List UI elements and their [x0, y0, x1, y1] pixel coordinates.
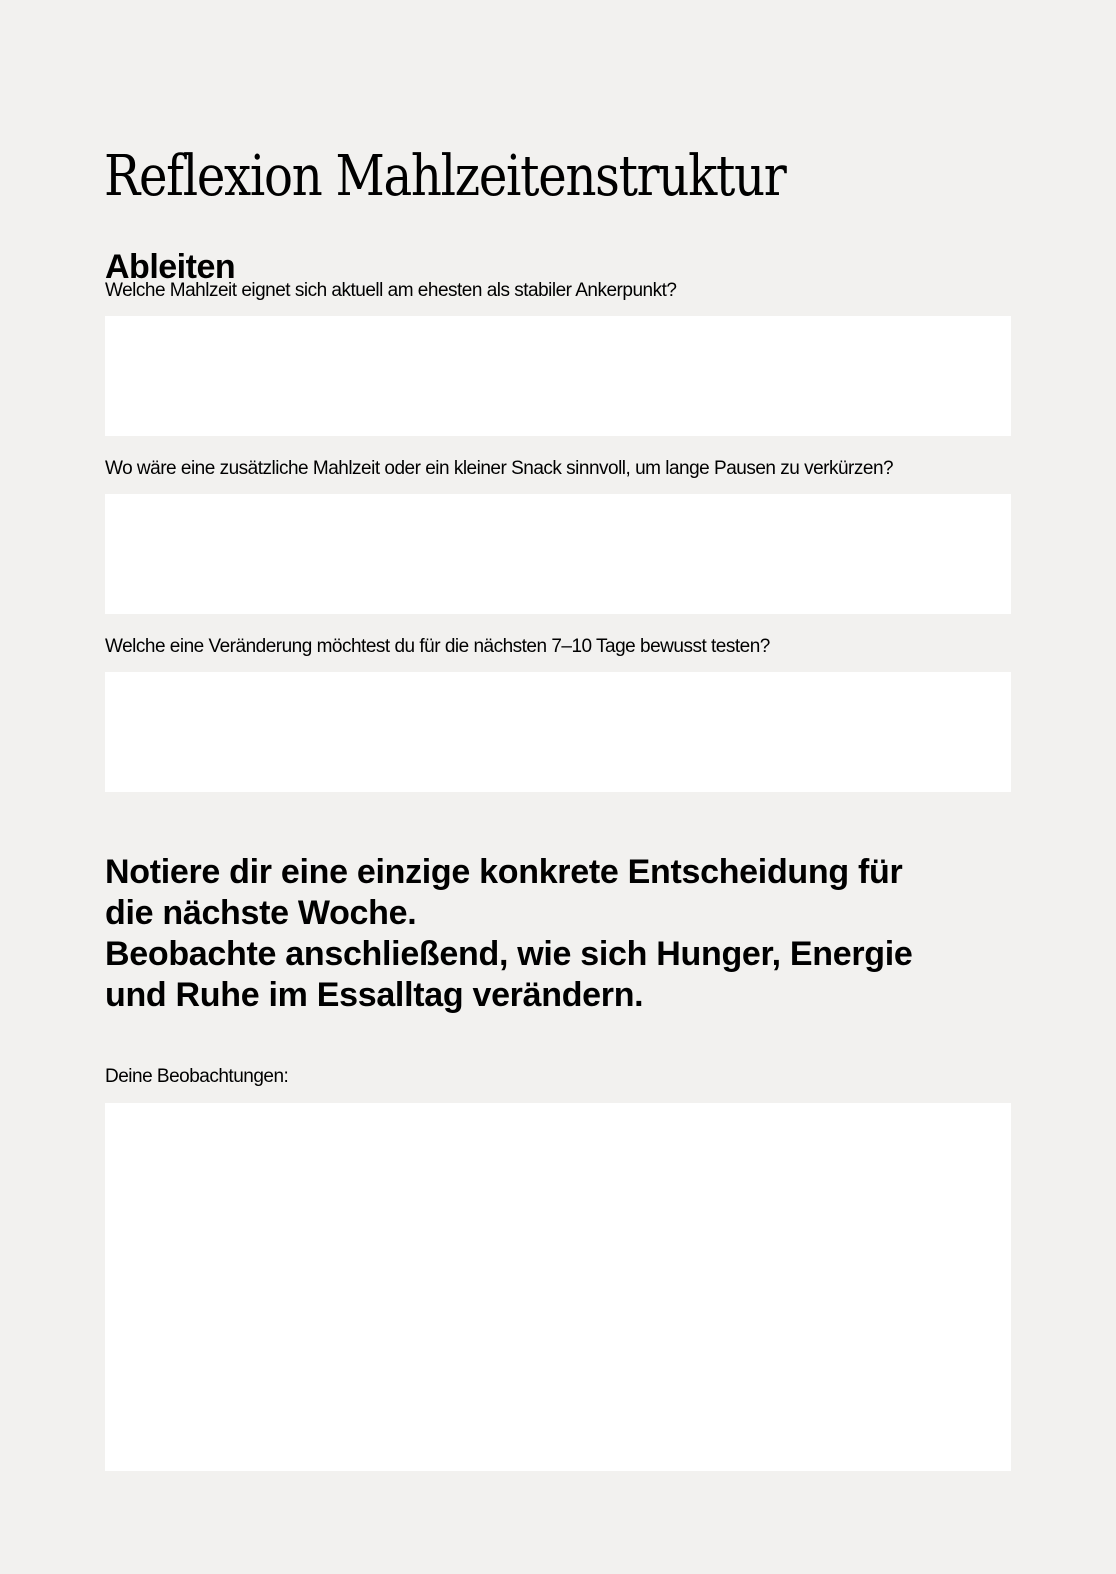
weekly-decision-instruction — [105, 852, 945, 1016]
question-3-label: Welche eine Veränderung möchtest du für die nächsten 7–10 Tage bewusst testen? — [105, 636, 770, 657]
instruction-line: die nächste Woche. — [105, 894, 417, 932]
instruction-line: Beobachte anschließend, wie sich Hunger, Energie — [105, 935, 913, 973]
instruction-line: Notiere dir eine einzige konkrete Entscheidung für — [105, 853, 903, 891]
observations-label: Deine Beobachtungen: — [105, 1066, 289, 1087]
question-1-label: Welche Mahlzeit eignet sich aktuell am ehesten als stabiler Ankerpunkt? — [105, 280, 677, 301]
question-2-label: Wo wäre eine zusätzliche Mahlzeit oder ein kleiner Snack sinnvoll, um lange Pausen zu verkürzen? — [105, 458, 894, 479]
question-2-answer-field[interactable] — [105, 494, 1011, 614]
section-heading-ableiten: Ableiten — [105, 248, 236, 287]
instruction-line: und Ruhe im Essalltag verändern. — [105, 976, 644, 1014]
observations-answer-field[interactable] — [105, 1103, 1011, 1471]
question-1-answer-field[interactable] — [105, 316, 1011, 436]
question-3-answer-field[interactable] — [105, 672, 1011, 792]
page-title: Reflexion Mahlzeitenstruktur — [104, 143, 786, 209]
